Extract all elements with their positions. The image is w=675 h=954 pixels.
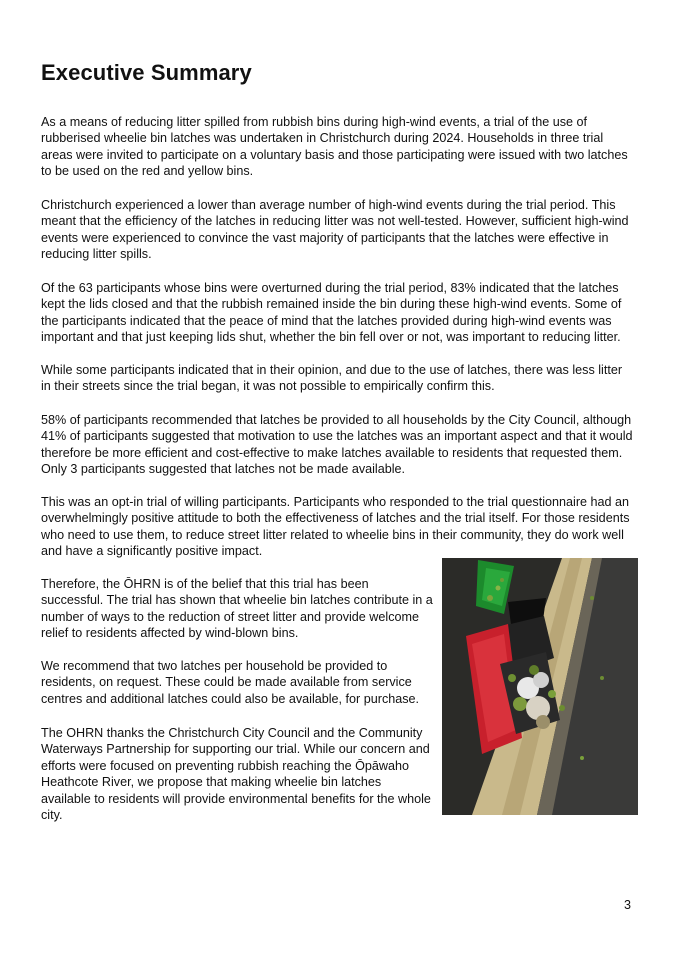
paragraph-opt-in-trial: This was an opt-in trial of willing participants. Participants who responded to the trial questionnaire had an overwhelmingly positive attitude to both the effectiveness of latches and the trial itself. For those residents who need to use them, to reduce street litter related to wheelie bins in their community, they do work well and have a significantly positive impact. (41, 495, 630, 559)
paragraph-recommendations-stats: 58% of participants recommended that latches be provided to all households by the City Council, although 41% of participants suggested that motivation to use the latches was an important aspect and that it would therefore be more efficient and cost-effective to make latches available to residents that requested them. Only 3 participants suggested that latches not be made available. (41, 413, 633, 477)
overturned-bin-photo (442, 558, 638, 815)
paragraph-recommendation: We recommend that two latches per household be provided to residents, on request. These could be made available from service centres and additional latches could also be available, for purchase. (41, 659, 420, 706)
paragraph-intro: As a means of reducing litter spilled from rubbish bins during high-wind events, a trial of the use of rubberised wheelie bin latches was undertaken in Christchurch during 2024. Households in three trial areas were invited to participate on a voluntary basis and those participating were issued with two latches to be used on the red and yellow bins. (41, 115, 628, 179)
paragraph-overturned-bins: Of the 63 participants whose bins were overturned during the trial period, 83% indicated that the latches kept the lids closed and that the rubbish remained inside the bin during these high-wind events. Some of the participants indicated that the peace of mind that the latches provided during high-wind events was important and that just keeping lids shut, whether the bin fell over or not, was important to reducing litter. (41, 281, 622, 345)
page-number: 3 (624, 898, 632, 912)
paragraph-conclusion: Therefore, the ŌHRN is of the belief that this trial has been successful. The trial has shown that wheelie bin latches contribute in a number of ways to the reduction of street litter and provide welcome relief to residents affected by wind-blown bins. (41, 577, 433, 641)
paragraph-wind-events: Christchurch experienced a lower than average number of high-wind events during the trial period. This meant that the efficiency of the latches in reducing litter was not well-tested. However, sufficient high-wind events were experienced to convince the vast majority of participants that the latches were effective in reducing litter spills. (41, 198, 629, 262)
page-title: Executive Summary (41, 60, 252, 85)
paragraph-thanks: The OHRN thanks the Christchurch City Council and the Community Waterways Partnership for supporting our trial. While our concern and efforts were focused on preventing rubbish reaching the Ōpāwaho Heathcote River, we propose that making wheelie bin latches available to residents will provide environmental benefits for the whole city. (41, 726, 431, 823)
paragraph-less-litter: While some participants indicated that in their opinion, and due to the use of latches, there was less litter in their streets since the trial began, it was not possible to empirically confirm this. (41, 363, 623, 394)
